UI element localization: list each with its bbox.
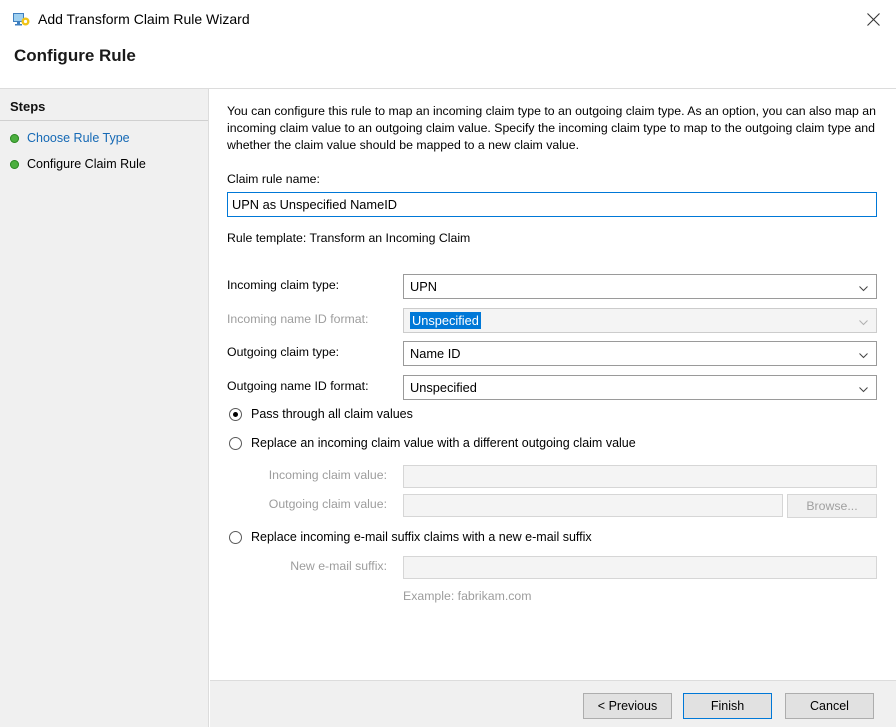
incoming-claim-value-row [227, 465, 877, 488]
step-bullet-icon [10, 134, 19, 143]
incoming-name-id-format-row [227, 308, 877, 333]
outgoing-claim-type-label: Outgoing claim type: [227, 345, 340, 359]
chevron-down-icon [859, 313, 868, 328]
outgoing-name-id-format-select[interactable] [403, 375, 877, 400]
radio-icon [229, 531, 242, 544]
radio-label: Pass through all claim values [251, 407, 413, 421]
wizard-icon [12, 10, 30, 28]
new-email-suffix-input[interactable] [403, 556, 877, 579]
wizard-body [0, 88, 896, 726]
step-bullet-icon [10, 160, 19, 169]
radio-pass-through[interactable] [229, 407, 413, 421]
footer-bar [210, 680, 896, 727]
chevron-down-icon [859, 380, 868, 395]
outgoing-claim-type-select[interactable] [403, 341, 877, 366]
steps-sidebar [0, 89, 209, 727]
outgoing-claim-value-input[interactable] [403, 494, 783, 517]
radio-icon [229, 408, 242, 421]
sidebar-divider [0, 120, 208, 121]
incoming-claim-type-value: UPN [410, 279, 438, 294]
claim-rule-name-input[interactable] [227, 192, 877, 217]
page-title: Configure Rule [14, 46, 136, 65]
browse-button[interactable]: Browse... [787, 494, 877, 518]
cancel-button[interactable]: Cancel [785, 693, 874, 719]
rule-template-text: Rule template: Transform an Incoming Claim [227, 231, 471, 245]
title-bar [0, 0, 896, 38]
incoming-name-id-format-value: Unspecified [412, 313, 479, 328]
outgoing-name-id-format-row [227, 375, 877, 400]
outgoing-claim-value-label: Outgoing claim value: [268, 497, 387, 511]
content-pane [210, 89, 896, 727]
sidebar-item-choose-rule-type[interactable] [0, 125, 208, 151]
radio-replace-claim-value[interactable] [229, 436, 636, 450]
outgoing-claim-type-value: Name ID [410, 346, 461, 361]
outgoing-claim-value-row [227, 494, 877, 517]
new-email-suffix-row [227, 556, 877, 579]
incoming-name-id-format-label: Incoming name ID format: [227, 312, 369, 326]
sidebar-item-label: Choose Rule Type [27, 131, 130, 145]
sidebar-item-label: Configure Claim Rule [27, 157, 146, 171]
claim-rule-name-label: Claim rule name: [227, 172, 320, 186]
steps-title: Steps [10, 99, 46, 114]
incoming-claim-value-input[interactable] [403, 465, 877, 488]
example-text: Example: fabrikam.com [403, 589, 532, 603]
previous-button[interactable]: < Previous [583, 693, 672, 719]
close-icon[interactable] [850, 0, 896, 38]
radio-replace-email-suffix[interactable] [229, 530, 592, 544]
chevron-down-icon [859, 279, 868, 294]
window-title: Add Transform Claim Rule Wizard [38, 11, 250, 27]
incoming-claim-value-label: Incoming claim value: [268, 468, 387, 482]
incoming-claim-type-select[interactable] [403, 274, 877, 299]
intro-text: You can configure this rule to map an incoming claim type to an outgoing claim type. As an option, you can also map an incoming claim value to an outgoing claim value. Specify the incoming claim type to map to the outgoing claim type and whether the claim value should be mapped to a new claim value. [227, 104, 876, 152]
outgoing-name-id-format-label: Outgoing name ID format: [227, 379, 369, 393]
radio-label: Replace an incoming claim value with a different outgoing claim value [251, 436, 636, 450]
finish-button[interactable]: Finish [683, 693, 772, 719]
outgoing-claim-type-row [227, 341, 877, 366]
new-email-suffix-label: New e-mail suffix: [290, 559, 387, 573]
radio-icon [229, 437, 242, 450]
incoming-claim-type-row [227, 274, 877, 299]
incoming-claim-type-label: Incoming claim type: [227, 278, 340, 292]
incoming-name-id-format-select[interactable] [403, 308, 877, 333]
sidebar-item-configure-claim-rule[interactable] [0, 151, 208, 177]
outgoing-name-id-format-value: Unspecified [410, 380, 477, 395]
chevron-down-icon [859, 346, 868, 361]
radio-label: Replace incoming e-mail suffix claims with a new e-mail suffix [251, 530, 592, 544]
